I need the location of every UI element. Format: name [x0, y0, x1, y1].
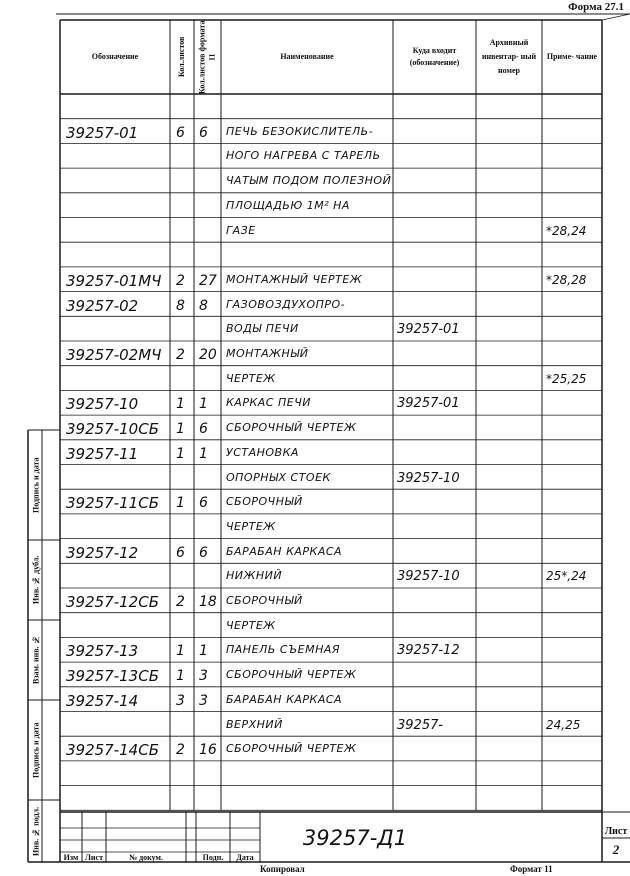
cell-designation: 39257-13СБ: [66, 667, 159, 686]
cell-designation: 39257-01: [66, 123, 139, 142]
cell-name: ЧАТЫМ ПОДОМ ПОЛЕЗНОЙ: [226, 174, 392, 188]
cell-designation: 39257-11: [66, 444, 139, 463]
cell-name: МОНТАЖНЫЙ: [226, 347, 309, 360]
cell-name: ЧЕРТЕЖ: [226, 371, 276, 385]
cell-sheets: 1: [176, 396, 185, 413]
stamp-sheet-number: 2: [612, 842, 620, 857]
side-label-duplicate-inv: Инв. № дубл.: [31, 555, 41, 605]
cell-name: КАРКАС ПЕЧИ: [226, 396, 311, 410]
cell-format11: 18: [199, 594, 217, 610]
cell-format11: 6: [199, 544, 208, 561]
cell-note: 24,25: [546, 717, 581, 732]
cell-designation: 39257-11СБ: [66, 494, 159, 513]
cell-name: УСТАНОВКА: [226, 445, 299, 459]
stamp-izm: Изм: [63, 853, 79, 862]
cell-name: ЧЕРТЕЖ: [226, 519, 276, 533]
footer-copied: Копировал: [260, 864, 305, 874]
header-designation: Обозначение: [91, 52, 139, 61]
cell-name: ВЕРХНИЙ: [226, 717, 283, 731]
side-label-signature-date-top: Подпись и дата: [31, 457, 41, 513]
cell-name: СБОРОЧНЫЙ: [226, 495, 303, 509]
cell-sheets: 2: [176, 594, 185, 610]
footer-format: Формат 11: [510, 864, 553, 874]
cell-name: ПЕЧЬ БЕЗОКИСЛИТЕЛЬ-: [226, 124, 374, 138]
cell-sheets: 2: [176, 347, 185, 363]
cell-name: ПАНЕЛЬ СЪЕМНАЯ: [226, 643, 341, 657]
cell-designation: 39257-13: [66, 642, 139, 661]
cell-where: 39257-10: [397, 470, 460, 486]
cell-name: НОГО НАГРЕВА С ТАРЕЛЬ: [226, 149, 381, 163]
cell-where: 39257-01: [397, 396, 460, 412]
cell-sheets: 2: [176, 742, 185, 759]
cell-where: 39257-12: [397, 643, 460, 659]
cell-format11: 16: [199, 742, 217, 759]
cell-sheets: 2: [176, 272, 185, 289]
cell-sheets: 1: [176, 421, 185, 438]
side-label-signature-date-bottom: Подпись и дата: [31, 722, 41, 778]
stamp-list: Лист: [84, 853, 104, 862]
cell-name: ОПОРНЫХ СТОЕК: [226, 470, 331, 484]
cell-format11: 20: [199, 347, 217, 363]
side-label-replacement-inv: Взам. инв. №: [31, 635, 41, 685]
cell-name: ВОДЫ ПЕЧИ: [226, 322, 299, 336]
cell-name: БАРАБАН КАРКАСА: [226, 692, 343, 706]
cell-note: *28,28: [546, 272, 587, 287]
header-archive: Архивный инвентар- ный номер: [481, 38, 537, 75]
header-where: Куда входит (обозначение): [409, 46, 460, 67]
header-format11: Кол.листов формата 11: [197, 20, 217, 94]
cell-note: *25,25: [546, 371, 587, 386]
cell-format11: 1: [199, 643, 208, 660]
document-code: 39257-Д1: [302, 826, 408, 850]
cell-name: ПЛОЩАДЬЮ 1М² НА: [226, 198, 350, 212]
cell-name: ГАЗОВОЗДУХОПРО-: [226, 297, 346, 311]
cell-sheets: 1: [176, 668, 185, 685]
cell-where: 39257-10: [397, 569, 460, 585]
cell-format11: 8: [199, 297, 208, 314]
cell-name: МОНТАЖНЫЙ ЧЕРТЕЖ: [226, 272, 363, 286]
cell-where: 39257-: [397, 717, 444, 733]
cell-name: СБОРОЧНЫЙ ЧЕРТЕЖ: [226, 742, 357, 756]
cell-format11: 3: [199, 692, 208, 709]
header-name: Наименование: [280, 52, 334, 61]
cell-format11: 1: [199, 445, 208, 462]
cell-where: 39257-01: [397, 322, 460, 338]
cell-designation: 39257-02: [66, 296, 139, 315]
cell-note: 25*,24: [546, 569, 587, 584]
stamp-sheet-label: Лист: [604, 826, 628, 837]
cell-sheets: 6: [176, 544, 185, 561]
cell-format11: 6: [199, 124, 208, 141]
cell-designation: 39257-14СБ: [66, 741, 159, 760]
cell-format11: 1: [199, 396, 208, 413]
cell-sheets: 1: [176, 643, 185, 660]
cell-sheets: 6: [176, 124, 185, 141]
cell-format11: 6: [199, 495, 208, 512]
cell-designation: 39257-02МЧ: [66, 346, 162, 364]
cell-designation: 39257-10: [66, 395, 139, 414]
cell-sheets: 8: [176, 297, 185, 314]
cell-note: *28,24: [546, 223, 587, 238]
cell-name: ГАЗЕ: [226, 223, 256, 237]
cell-name: СБОРОЧНЫЙ ЧЕРТЕЖ: [226, 421, 357, 435]
cell-format11: 3: [199, 668, 208, 685]
cell-name: ЧЕРТЕЖ: [226, 618, 276, 632]
side-label-original-inv: Инв. № подл.: [31, 806, 41, 856]
cell-name: НИЖНИЙ: [226, 569, 283, 583]
cell-name: СБОРОЧНЫЙ: [226, 594, 303, 607]
header-note: Приме- чание: [546, 52, 598, 61]
cell-format11: 27: [199, 272, 217, 289]
cell-designation: 39257-12СБ: [66, 593, 159, 611]
stamp-podp: Подп.: [202, 853, 224, 862]
header-sheets: Кол.листов: [177, 36, 186, 78]
cell-designation: 39257-10СБ: [66, 420, 159, 439]
cell-sheets: 3: [176, 692, 185, 709]
stamp-doc-no: № докум.: [129, 853, 163, 862]
cell-sheets: 1: [176, 495, 185, 512]
cell-name: БАРАБАН КАРКАСА: [226, 544, 343, 558]
cell-designation: 39257-01МЧ: [66, 271, 162, 290]
form-label: Форма 27.1: [568, 1, 624, 13]
cell-name: СБОРОЧНЫЙ ЧЕРТЕЖ: [226, 668, 357, 682]
stamp-data: Дата: [236, 853, 254, 862]
cell-sheets: 1: [176, 445, 185, 462]
cell-designation: 39257-12: [66, 543, 139, 562]
cell-designation: 39257-14: [66, 691, 139, 710]
cell-format11: 6: [199, 421, 208, 438]
